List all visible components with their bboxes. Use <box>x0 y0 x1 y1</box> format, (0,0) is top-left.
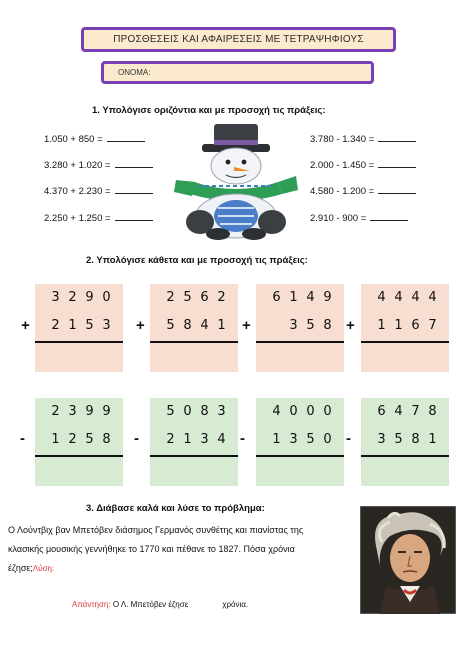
sum-line <box>361 341 449 343</box>
snowman-illustration <box>174 122 298 240</box>
top-number <box>35 290 123 305</box>
bottom-number <box>35 318 123 333</box>
digit: 9 <box>85 290 94 305</box>
horizontal-exercise[interactable]: 2.910 - 900 = <box>310 212 408 224</box>
digit: 6 <box>377 404 386 419</box>
problem-line: έζησε; <box>8 563 33 573</box>
digit: 0 <box>102 290 111 305</box>
digit: 1 <box>289 290 298 305</box>
digit: 6 <box>200 290 209 305</box>
bottom-number <box>361 318 449 333</box>
answer-text: Ο Λ. Μπετόβεν έζησε <box>110 600 189 609</box>
digit: 2 <box>166 290 175 305</box>
beethoven-portrait <box>360 506 456 614</box>
digit: 8 <box>102 432 111 447</box>
digit: 3 <box>102 318 111 333</box>
section3-heading: 3. Διάβασε καλά και λύσε το πρόβλημα: <box>86 503 265 514</box>
digit: 0 <box>289 404 298 419</box>
bottom-number <box>256 432 344 447</box>
answer-line[interactable] <box>72 600 248 609</box>
answer-blank <box>378 133 416 142</box>
digit: 1 <box>68 318 77 333</box>
digit: 1 <box>377 318 386 333</box>
digit: 0 <box>323 432 332 447</box>
digit: 5 <box>306 318 315 333</box>
digit: 3 <box>68 404 77 419</box>
top-number <box>256 404 344 419</box>
name-field[interactable] <box>101 61 374 84</box>
solution-label: Λύση: <box>32 564 55 573</box>
digit: 0 <box>183 404 192 419</box>
digit: 3 <box>289 432 298 447</box>
section1-heading: 1. Υπολόγισε οριζόντια και με προσοχή τις πράξεις: <box>92 105 326 116</box>
problem-line: Ο Λούντβιχ βαν Μπετόβεν διάσημος Γερμανός συνθέτης και πιανίστας της <box>8 525 304 535</box>
digit: 2 <box>217 290 226 305</box>
digit: 5 <box>306 432 315 447</box>
horizontal-exercise[interactable]: 4.370 + 2.230 = <box>44 185 153 197</box>
digit: 2 <box>51 404 60 419</box>
addition-operation[interactable] <box>361 284 449 372</box>
digit: 8 <box>323 318 332 333</box>
addition-operation[interactable] <box>256 284 344 372</box>
horizontal-exercise[interactable]: 3.280 + 1.020 = <box>44 159 153 171</box>
sum-line <box>361 455 449 457</box>
sum-line <box>35 341 123 343</box>
digit: 5 <box>183 290 192 305</box>
horizontal-exercise[interactable]: 4.580 - 1.200 = <box>310 185 416 197</box>
sum-line <box>150 341 238 343</box>
answer-blank <box>115 212 153 221</box>
sum-line <box>256 455 344 457</box>
digit: 6 <box>411 318 420 333</box>
word-problem <box>8 521 356 578</box>
digit: 5 <box>85 432 94 447</box>
sum-line <box>256 341 344 343</box>
subtraction-operation[interactable] <box>35 398 123 486</box>
answer-blank <box>115 185 153 194</box>
digit: 4 <box>200 318 209 333</box>
digit: 4 <box>272 404 281 419</box>
top-number <box>361 290 449 305</box>
digit: 8 <box>428 404 437 419</box>
digit: 6 <box>272 290 281 305</box>
digit: 9 <box>102 404 111 419</box>
answer-blank <box>115 159 153 168</box>
answer-end: χρόνια. <box>222 600 249 609</box>
digit: 2 <box>68 290 77 305</box>
bottom-number <box>150 318 238 333</box>
top-number <box>256 290 344 305</box>
digit: 9 <box>85 404 94 419</box>
name-label: ΟΝΟΜΑ: <box>118 68 151 77</box>
subtraction-operation[interactable] <box>256 398 344 486</box>
plus-sign: + <box>21 317 30 334</box>
horizontal-exercise[interactable]: 2.250 + 1.250 = <box>44 212 153 224</box>
minus-sign: - <box>20 430 25 447</box>
digit: 1 <box>183 432 192 447</box>
horizontal-exercise[interactable]: 2.000 - 1.450 = <box>310 159 416 171</box>
digit: 2 <box>68 432 77 447</box>
digit: 7 <box>428 318 437 333</box>
digit: 5 <box>85 318 94 333</box>
digit: 4 <box>306 290 315 305</box>
digit: 1 <box>394 318 403 333</box>
digit: 7 <box>411 404 420 419</box>
addition-operation[interactable] <box>150 284 238 372</box>
digit: 9 <box>323 290 332 305</box>
answer-blank <box>370 212 408 221</box>
digit: 4 <box>394 404 403 419</box>
answer-blank <box>107 133 145 142</box>
minus-sign: - <box>346 430 351 447</box>
plus-sign: + <box>242 317 251 334</box>
minus-sign: - <box>134 430 139 447</box>
sum-line <box>150 455 238 457</box>
digit: 1 <box>272 432 281 447</box>
minus-sign: - <box>240 430 245 447</box>
digit: 5 <box>166 404 175 419</box>
digit: 4 <box>394 290 403 305</box>
digit: 0 <box>323 404 332 419</box>
digit: 5 <box>394 432 403 447</box>
digit: 1 <box>217 318 226 333</box>
top-number <box>150 290 238 305</box>
digit: 2 <box>166 432 175 447</box>
digit: 3 <box>51 290 60 305</box>
subtraction-operation[interactable] <box>150 398 238 486</box>
digit: 5 <box>166 318 175 333</box>
digit: 4 <box>428 290 437 305</box>
sum-line <box>35 455 123 457</box>
worksheet-title: ΠΡΟΣΘΕΣΕΙΣ ΚΑΙ ΑΦΑΙΡΕΣΕΙΣ ΜΕ ΤΕΤΡΑΨΗΦΙΟΥΣ <box>81 27 396 52</box>
top-number <box>35 404 123 419</box>
digit: 3 <box>217 404 226 419</box>
digit <box>268 318 285 333</box>
section2-heading: 2. Υπολόγισε κάθετα και με προσοχή τις πράξεις: <box>86 255 308 266</box>
digit: 1 <box>51 432 60 447</box>
bottom-number <box>35 432 123 447</box>
digit: 8 <box>183 318 192 333</box>
bottom-number <box>150 432 238 447</box>
horizontal-exercise[interactable]: 1.050 + 850 = <box>44 133 145 145</box>
answer-blank <box>378 185 416 194</box>
digit: 0 <box>306 404 315 419</box>
top-number <box>150 404 238 419</box>
plus-sign: + <box>346 317 355 334</box>
top-number <box>361 404 449 419</box>
digit: 8 <box>411 432 420 447</box>
horizontal-exercise[interactable]: 3.780 - 1.340 = <box>310 133 416 145</box>
digit: 4 <box>377 290 386 305</box>
bottom-number <box>256 318 344 333</box>
digit: 4 <box>411 290 420 305</box>
subtraction-operation[interactable] <box>361 398 449 486</box>
digit: 3 <box>377 432 386 447</box>
digit: 4 <box>217 432 226 447</box>
digit: 1 <box>428 432 437 447</box>
digit: 2 <box>51 318 60 333</box>
bottom-number <box>361 432 449 447</box>
digit: 3 <box>200 432 209 447</box>
answer-blank <box>378 159 416 168</box>
digit: 8 <box>200 404 209 419</box>
plus-sign: + <box>136 317 145 334</box>
answer-label: Απάντηση: <box>72 600 111 609</box>
addition-operation[interactable] <box>35 284 123 372</box>
digit: 3 <box>289 318 298 333</box>
problem-line: κλασικής μουσικής γεννήθηκε το 1770 και πέθανε το 1827. Πόσα χρόνια <box>8 544 295 554</box>
